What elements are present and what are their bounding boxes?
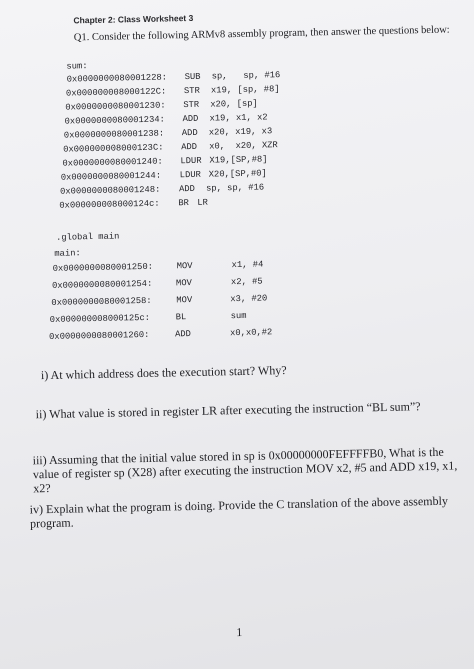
code-opcode: MOV: [176, 260, 193, 272]
code-operands: x19, [sp, #8]: [210, 84, 280, 96]
code-opcode: ADD: [174, 329, 192, 340]
question-1-prompt: Q1. Consider the following ARMv8 assembly program, then answer the questions below:: [73, 24, 450, 44]
code-operands: X20,[SP,#0]: [208, 168, 267, 180]
code-address: 0x0000000080001260:: [49, 329, 150, 342]
code-address: 0x0000000080001250:: [52, 261, 154, 274]
code-address: 0x0000000080001258:: [51, 295, 152, 308]
code-operands: x2, #5: [230, 276, 263, 288]
code-operands: sum: [230, 310, 247, 322]
code-operands: x1, #4: [231, 259, 264, 271]
code-operands: x0, x20, XZR: [209, 140, 278, 152]
sum-label: sum:: [66, 61, 88, 72]
code-address: 0x000000008000123C:: [63, 142, 164, 155]
code-address: 0x0000000080001254:: [51, 278, 153, 291]
code-opcode: STR: [183, 99, 200, 111]
code-opcode: ADD: [181, 127, 198, 139]
code-operands: x20, x19, x3: [208, 126, 273, 138]
question-iii: iii) Assuming that the initial value stored in sp is 0x00000000FEFFFFB0, What is the value of register sp (X28) after executing the instruction MOV x2, #5 and ADD x19, x1, x2?: [32, 444, 458, 496]
code-address: 0x0000000080001234:: [64, 114, 165, 127]
code-address: 0x0000000080001238:: [63, 128, 165, 141]
code-operands: sp, sp, #16: [211, 70, 281, 82]
code-operands: x3, #20: [230, 293, 268, 305]
code-opcode: ADD: [181, 141, 198, 153]
code-address: 0x0000000080001240:: [62, 156, 163, 169]
code-opcode: ADD: [182, 113, 199, 125]
code-opcode: LDUR: [179, 169, 201, 181]
code-address: 0x000000008000124c:: [59, 198, 160, 211]
code-opcode: ADD: [178, 183, 195, 195]
global-main-directive: .global main: [55, 231, 120, 243]
main-label: main:: [54, 248, 81, 259]
code-address: 0x000000008000122C:: [65, 86, 167, 99]
code-operands: x20, [sp]: [210, 98, 258, 110]
code-opcode: MOV: [176, 294, 193, 306]
code-operands: x0,x0,#2: [229, 327, 273, 339]
code-operands: X19,[SP,#8]: [209, 154, 268, 166]
question-i: i) At which address does the execution start? Why?: [40, 363, 287, 383]
code-opcode: BL: [175, 312, 187, 323]
code-opcode: BR: [178, 198, 189, 209]
code-operands: LR: [197, 197, 208, 208]
code-opcode: STR: [183, 85, 200, 97]
code-address: 0x0000000080001244:: [60, 170, 162, 183]
code-address: 0x0000000080001230:: [65, 100, 166, 113]
code-opcode: LDUR: [180, 155, 202, 167]
code-opcode: MOV: [175, 277, 192, 289]
page-number: 1: [236, 625, 243, 640]
question-iv: iv) Explain what the program is doing. Provide the C translation of the above assembly program.: [29, 493, 449, 531]
code-address: 0x0000000080001228:: [66, 72, 168, 85]
code-address: 0x0000000080001248:: [59, 184, 161, 197]
code-opcode: SUB: [184, 71, 201, 83]
code-operands: sp, sp, #16: [205, 182, 265, 194]
code-address: 0x000000008000125c:: [49, 312, 151, 325]
code-operands: x19, x1, x2: [209, 112, 268, 124]
chapter-title: Chapter 2: Class Worksheet 3: [73, 12, 194, 26]
question-ii: ii) What value is stored in register LR after executing the instruction “BL sum”?: [35, 399, 421, 422]
